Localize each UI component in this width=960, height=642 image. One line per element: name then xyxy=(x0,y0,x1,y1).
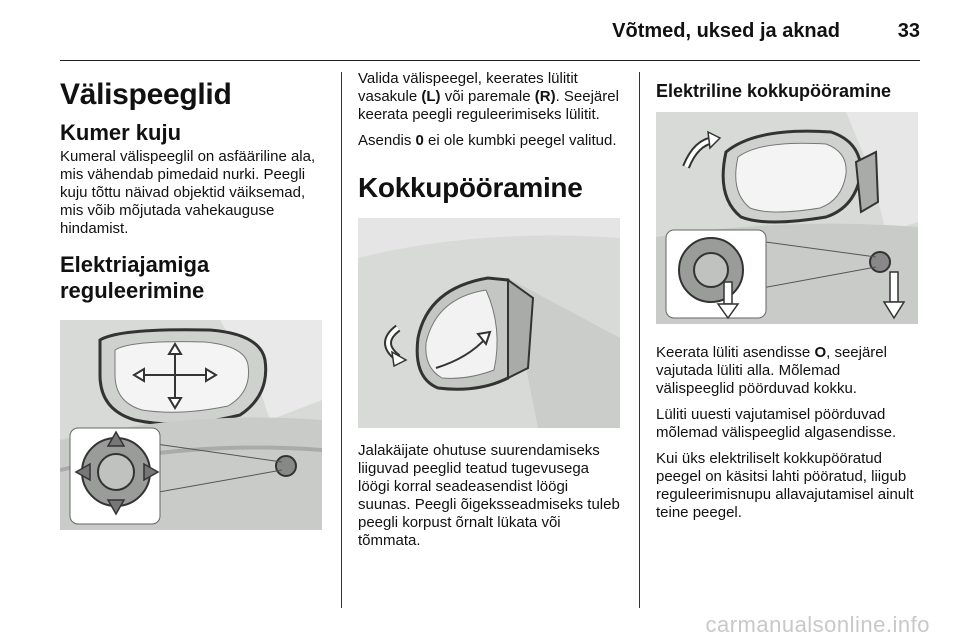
page-number: 33 xyxy=(897,20,920,42)
mirror-fold-illustration xyxy=(358,218,620,428)
paragraph-pedestrian-safety: Jalakäijate ohutuse suurendamiseks liiguvad peeglid teatud tugevusega löögi korral seadeasendist löögi suunas. Peegli õigeksseadmiseks tuleb peegli korpust õrnalt lükata või tõmmata. xyxy=(358,442,620,549)
figure-mirror-adjust xyxy=(60,320,322,530)
electric-fold-illustration xyxy=(656,112,918,324)
column-3 xyxy=(656,70,922,530)
mirror-adjust-illustration xyxy=(60,320,322,530)
figure-mirror-fold xyxy=(358,218,620,428)
column-2 xyxy=(358,70,624,558)
paragraph-unfold: Lüliti uuesti vajutamisel pöörduvad mõlemad välispeeglid algasendisse. xyxy=(656,406,897,441)
heading-valispeeglid: Välispeeglid xyxy=(60,78,232,111)
heading-electric-folding: Elektriline kokkupööramine xyxy=(656,81,892,101)
column-divider xyxy=(341,72,342,608)
watermark: carmanualsonline.info xyxy=(705,612,930,637)
subheading-kumer-kuju: Kumer kuju xyxy=(60,120,182,145)
figure-electric-fold xyxy=(656,112,918,324)
paragraph-kumer-kuju: Kumeral välispeeglil on asfääriline ala, mis vähendab pimedaid nurki. Peegli kuju tõttu näivad objektid väiksemad, mis võib mõjutada vahekauguse hindamist. xyxy=(60,148,316,237)
subheading-elektriajamiga: Elektriajamiga reguleerimine xyxy=(60,252,210,303)
paragraph-fold-both: Keerata lüliti asendisse O, seejärel vajutada lüliti alla. Mõlemad välispeeglid pöörduvad kokku. xyxy=(656,344,887,397)
paragraph-position-zero: Asendis 0 ei ole kumbki peegel valitud. xyxy=(358,132,617,149)
paragraph-select-mirror: Valida välispeegel, keerates lülitit vasakule (L) või paremale (R). Seejärel keerata peegli reguleerimiseks lülitit. xyxy=(358,70,619,123)
section-title: Võtmed, uksed ja aknad xyxy=(612,20,840,42)
heading-kokkupooramine: Kokkupööramine xyxy=(358,172,583,203)
page-header xyxy=(60,14,920,61)
column-divider xyxy=(639,72,640,608)
paragraph-manual-unfold: Kui üks elektriliselt kokkupööratud peegel on käsitsi lahti pööratud, liigub reguleerimisnupu allavajutamisel ainult teine peegel. xyxy=(656,450,914,521)
column-1 xyxy=(60,70,326,530)
